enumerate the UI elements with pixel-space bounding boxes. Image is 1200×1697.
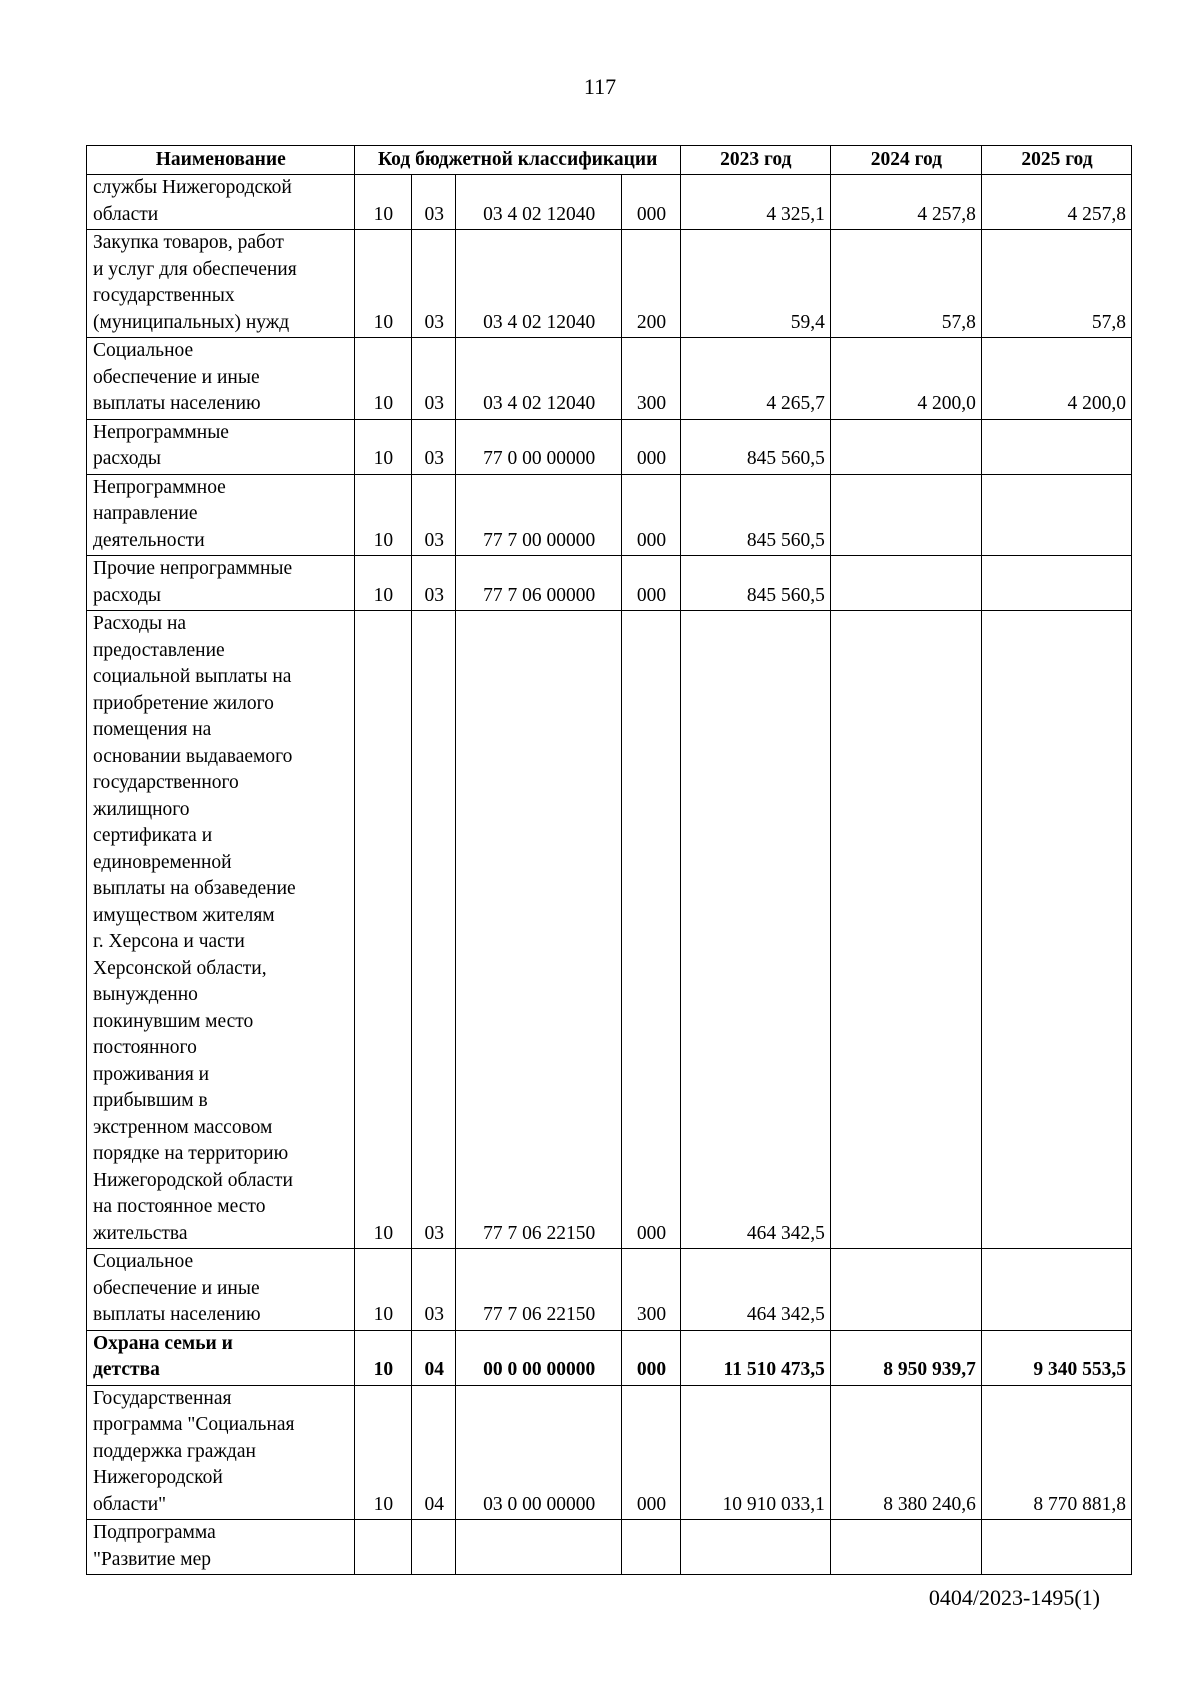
cell-2024 — [830, 419, 981, 474]
table-row — [87, 1385, 1132, 1520]
cell-2024 — [830, 1520, 981, 1575]
cell-subsection: 04 — [412, 1330, 456, 1385]
cell-expense-type — [622, 1520, 681, 1575]
cell-target-article: 03 4 02 12040 — [456, 175, 622, 230]
cell-2024: 4 200,0 — [830, 338, 981, 420]
budget-table — [86, 145, 1132, 1575]
cell-expense-type: 000 — [622, 1385, 681, 1520]
cell-section: 10 — [354, 1330, 412, 1385]
table-row — [87, 611, 1132, 1249]
header-2023: 2023 год — [680, 146, 830, 175]
cell-name: Непрограммное направление деятельности — [87, 474, 355, 556]
cell-2024 — [830, 611, 981, 1249]
header-name: Наименование — [87, 146, 355, 175]
table-body — [87, 175, 1132, 1575]
cell-name: Закупка товаров, работ и услуг для обеспечения государственных (муниципальных) нужд — [87, 230, 355, 338]
cell-target-article — [456, 1520, 622, 1575]
cell-2023: 10 910 033,1 — [680, 1385, 830, 1520]
cell-section: 10 — [354, 338, 412, 420]
cell-2025 — [981, 1520, 1131, 1575]
cell-section: 10 — [354, 419, 412, 474]
cell-section: 10 — [354, 230, 412, 338]
table-row — [87, 1249, 1132, 1331]
cell-subsection: 03 — [412, 230, 456, 338]
table-row — [87, 175, 1132, 230]
cell-subsection: 03 — [412, 556, 456, 611]
cell-2023: 4 325,1 — [680, 175, 830, 230]
cell-name: Непрограммные расходы — [87, 419, 355, 474]
cell-2023: 845 560,5 — [680, 419, 830, 474]
cell-2025: 9 340 553,5 — [981, 1330, 1131, 1385]
cell-2023: 464 342,5 — [680, 1249, 830, 1331]
cell-expense-type: 300 — [622, 338, 681, 420]
table-row — [87, 556, 1132, 611]
cell-2025: 4 257,8 — [981, 175, 1131, 230]
cell-target-article: 77 7 06 00000 — [456, 556, 622, 611]
cell-expense-type: 000 — [622, 1330, 681, 1385]
cell-2023: 4 265,7 — [680, 338, 830, 420]
cell-2023: 845 560,5 — [680, 474, 830, 556]
cell-2025: 4 200,0 — [981, 338, 1131, 420]
cell-subsection: 03 — [412, 1249, 456, 1331]
cell-2024 — [830, 474, 981, 556]
cell-2023: 59,4 — [680, 230, 830, 338]
table-row — [87, 419, 1132, 474]
cell-2025 — [981, 419, 1131, 474]
cell-expense-type: 000 — [622, 611, 681, 1249]
cell-2024: 4 257,8 — [830, 175, 981, 230]
cell-subsection: 03 — [412, 611, 456, 1249]
cell-expense-type: 300 — [622, 1249, 681, 1331]
table-row — [87, 474, 1132, 556]
cell-expense-type: 000 — [622, 474, 681, 556]
cell-expense-type: 000 — [622, 419, 681, 474]
cell-2025 — [981, 611, 1131, 1249]
cell-name: Социальное обеспечение и иные выплаты населению — [87, 338, 355, 420]
cell-subsection: 03 — [412, 419, 456, 474]
cell-target-article: 00 0 00 00000 — [456, 1330, 622, 1385]
cell-2023: 11 510 473,5 — [680, 1330, 830, 1385]
table-row — [87, 1520, 1132, 1575]
cell-target-article: 77 0 00 00000 — [456, 419, 622, 474]
cell-subsection: 04 — [412, 1385, 456, 1520]
cell-target-article: 77 7 06 22150 — [456, 611, 622, 1249]
table-row — [87, 338, 1132, 420]
cell-2025 — [981, 1249, 1131, 1331]
header-2025: 2025 год — [981, 146, 1131, 175]
header-code: Код бюджетной классификации — [354, 146, 680, 175]
cell-name: Охрана семьи и детства — [87, 1330, 355, 1385]
cell-expense-type: 200 — [622, 230, 681, 338]
cell-2025: 57,8 — [981, 230, 1131, 338]
cell-2025 — [981, 474, 1131, 556]
cell-name: Прочие непрограммные расходы — [87, 556, 355, 611]
cell-2024: 57,8 — [830, 230, 981, 338]
cell-expense-type: 000 — [622, 556, 681, 611]
cell-section: 10 — [354, 611, 412, 1249]
cell-name: Расходы на предоставление социальной выплаты на приобретение жилого помещения на основании выдаваемого государственного жилищного сертификата и единовременной выплаты на обзаведение имуществом жителям г. Херсона и части Херсонской области, вынужденно покинувшим место постоянного проживания и прибывшим в экстренном массовом порядке на территорию Нижегородской области на постоянное место жительства — [87, 611, 355, 1249]
cell-subsection: 03 — [412, 175, 456, 230]
document-code: 0404/2023-1495(1) — [928, 1585, 1100, 1610]
cell-name: Подпрограмма "Развитие мер — [87, 1520, 355, 1575]
cell-2024 — [830, 1249, 981, 1331]
cell-section: 10 — [354, 1385, 412, 1520]
header-2024: 2024 год — [830, 146, 981, 175]
cell-section: 10 — [354, 175, 412, 230]
cell-2025: 8 770 881,8 — [981, 1385, 1131, 1520]
cell-2023: 464 342,5 — [680, 611, 830, 1249]
table-row — [87, 1330, 1132, 1385]
cell-2023 — [680, 1520, 830, 1575]
cell-target-article: 03 4 02 12040 — [456, 230, 622, 338]
cell-target-article: 03 0 00 00000 — [456, 1385, 622, 1520]
cell-name: службы Нижегородской области — [87, 175, 355, 230]
cell-2024: 8 380 240,6 — [830, 1385, 981, 1520]
cell-2024 — [830, 556, 981, 611]
cell-target-article: 03 4 02 12040 — [456, 338, 622, 420]
cell-expense-type: 000 — [622, 175, 681, 230]
cell-target-article: 77 7 06 22150 — [456, 1249, 622, 1331]
cell-2024: 8 950 939,7 — [830, 1330, 981, 1385]
cell-subsection: 03 — [412, 338, 456, 420]
cell-2025 — [981, 556, 1131, 611]
cell-name: Социальное обеспечение и иные выплаты населению — [87, 1249, 355, 1331]
table-header-row — [87, 146, 1132, 175]
cell-section: 10 — [354, 474, 412, 556]
cell-section: 10 — [354, 556, 412, 611]
cell-section — [354, 1520, 412, 1575]
cell-subsection — [412, 1520, 456, 1575]
cell-name: Государственная программа "Социальная поддержка граждан Нижегородской области" — [87, 1385, 355, 1520]
table-row — [87, 230, 1132, 338]
cell-2023: 845 560,5 — [680, 556, 830, 611]
cell-target-article: 77 7 00 00000 — [456, 474, 622, 556]
cell-subsection: 03 — [412, 474, 456, 556]
page-number: 117 — [583, 74, 617, 99]
cell-section: 10 — [354, 1249, 412, 1331]
